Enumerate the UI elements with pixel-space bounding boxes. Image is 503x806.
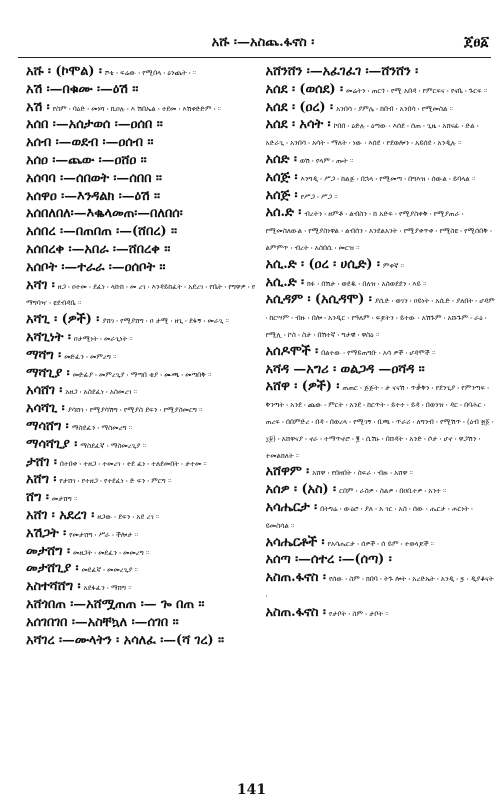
headword: መታሸግ ፡: [26, 543, 71, 559]
headword: አሳሸገ ፡: [26, 383, 63, 399]
headword: አሸጎበጠ ፡—አሸሟጠጠ ፡— ጐ በጠ ።: [26, 596, 205, 612]
definition: ወሽ ፡ የላም ፡ ጡት ።: [299, 156, 354, 165]
dictionary-entry: [26, 417, 256, 434]
header-rule: [18, 57, 491, 58]
headword: መታሸጊያ ፡: [26, 561, 79, 577]
dictionary-entry: [26, 524, 256, 541]
definition: ማስደፈኛ ፡ ማስመረጊያ ።: [80, 441, 147, 450]
dictionary-entry: [26, 276, 256, 310]
headword: አሰበለበለ፡—እቈላመጠ፡—በለበሰ፡: [26, 206, 183, 222]
running-head-title: አሹ ፡—አስጨ.ፋኖስ ፡: [211, 34, 315, 50]
headword: አሳሻጊ ፡: [26, 401, 65, 417]
headword: አሰደ ፡ (ዐረ) ፡: [265, 99, 334, 115]
definition: ያሸገ ፡ የሚያሸግ ፡ ዐ ታሚ ፡ ዘጊ ፡ ደፋኝ ፡ መራጊ ።: [102, 317, 229, 326]
running-header: [22, 30, 489, 54]
headword: ታሸገ ፡: [26, 454, 57, 470]
dictionary-entry: [26, 542, 256, 559]
definition: እንግዲ ፡ ሥጋ ፡ ከልጅ ፡ በኋላ ፡ የሚመጣ ፡ በግእዝ ፡ ሰውል ፡ ይባላል ።: [300, 174, 476, 183]
definition: አደፋፈን ፡ ማሸግ ።: [83, 584, 132, 593]
headword: አሻገ ፡: [26, 277, 55, 293]
page-code: ጀፀ፩: [463, 34, 489, 50]
definition: መሬትን ፡ ጠርጎ ፡ የሚ አበዳ ፡ የምርፍና ፡ የናቤ ፡ ጉርፍ ።: [346, 86, 488, 95]
headword: አሽ ፡—በቁሙ ፡—ዕሽ ።: [26, 81, 139, 97]
dictionary-entry: [266, 273, 496, 290]
dictionary-entry: [266, 150, 496, 167]
headword: አስተሻሸግ ፡: [26, 579, 81, 595]
headword: አሰደ ፡ አሳት ፡: [265, 117, 331, 133]
headword: አሰዋዐ ፡—እንዳልክ ፡—ዕሽ ።: [26, 188, 160, 204]
dictionary-entry: [266, 342, 496, 359]
dictionary-entry: [266, 203, 496, 253]
headword: ማሻግ ፡: [26, 347, 62, 363]
dictionary-entry: [266, 80, 496, 97]
headword: አሰገበገበ ፡—አስቸኳለ ፡—ሰገበ ።: [26, 614, 179, 630]
page-number: 141: [236, 782, 267, 798]
headword: አሰቦት ፡—ተራራ ፡—ዐሰቦት ።: [26, 259, 166, 275]
headword: አሰጅ ፡: [265, 187, 298, 203]
dictionary-entry: [26, 346, 256, 363]
definition: የስም ፡ ባዕድ ፡ መነሻ ፡ ኪዐሉ ፡ እ ሽበኤል ፡ ተደመ ፡ እሽቀድድም ፡ ።: [52, 104, 221, 113]
dictionary-entry: [26, 204, 256, 221]
headword: አሳሔርቶች ፡: [265, 534, 325, 550]
dictionary-entry: [26, 631, 256, 648]
definition: የአሳሔርታ ፡ ሰዎች ፡ ሰ ይም ፡ ተወላጆች ።: [327, 539, 435, 548]
dictionary-entry: [266, 186, 496, 203]
headword: አሻገረ ፡—ሙላትን ፡ አሳለፈ ፡—(ሻ ገረ) ።: [26, 632, 225, 648]
definition: በልተው ፡ የማይጠግቡ ፡ አሳ ዎች ፡ ሆዳሞች ።: [321, 348, 436, 357]
definition: ማስደፈን ፡ ማስመረግ ።: [71, 423, 133, 432]
headword: አሰጣ ፡—ሰተረ ፡—(ሰጣ) ፡: [265, 552, 392, 568]
definition: አንበሳ ፡ ያምሌ ፡ ከበብ ፡ አንበሳ ፡ የሚመስል ።: [336, 104, 453, 113]
dictionary-entry: [266, 603, 496, 620]
dictionary-entry: [266, 377, 496, 461]
headword: አሰዐ ፡—ጨው ፡—ዐሸዐ ።: [26, 152, 147, 168]
headword: አሻጊነት ፡: [26, 329, 71, 345]
definition: መዘጋት ፡ መደፈን ፡ መመረግ ።: [73, 548, 150, 557]
dictionary-entry: [26, 577, 256, 594]
definition: ምቀኛ ።: [382, 261, 405, 270]
definition: መደፈኛ ፡ መመረጊያ ።: [81, 566, 138, 575]
headword: አሸግ ፡: [26, 472, 57, 488]
definition: የታሸገ ፡ የተዘጋ ፡ የተደፈነ ፡ ድ ፍን ፡ ምርግ ።: [59, 477, 172, 486]
dictionary-entry: [266, 62, 496, 79]
headword: አሽ ፡: [26, 99, 50, 115]
definition: ብረትን ፡ ዘምቶ ፡ ልብስን ፡ ከ አድፍ ፡ የሚያስቀቅ ፡ የሚያጠራ ፡ የሚመስለውል ፡ የሚያስነዋል ፡ ልብሰን ፡ አንደልአንት ፡ የሚያቀጥቀ ፡ የሚስዩ ፡ የሚሰበቅ ፡ ልምምጥ ፡ ብረት ፡ አስበሲ ፡ መርዝ ።: [265, 210, 492, 252]
headword: አሰባባ ፡—ሰበወት ፡—ሰበበ ።: [26, 170, 162, 186]
dictionary-entry: [26, 435, 256, 452]
definition: የመታሸግ ፡ ሥራ ፡ ችሎታ ።: [69, 530, 138, 539]
dictionary-entry: [266, 533, 496, 550]
definition: የታቦት ፡ ስም ፡ ታቦት ።: [328, 609, 389, 618]
dictionary-entry: [26, 488, 256, 505]
headword: አሸዋም ፡: [265, 464, 310, 480]
headword: አሽጋት ፡: [26, 525, 67, 541]
headword: አሻዳ —አግሪ ፡ ወልጋዳ —ዐሻዳ ።: [265, 361, 425, 377]
headword: አሸንሸን ፡—አፈገፈገ ፡—ሸንሸን ፡: [265, 64, 419, 79]
dictionary-entry: [26, 506, 256, 523]
dictionary-entry: [266, 168, 496, 185]
dictionary-entry: [266, 115, 496, 149]
dictionary-entry: [26, 62, 256, 79]
dictionary-columns: [26, 62, 495, 770]
dictionary-entry: [266, 360, 496, 377]
headword: አሰበረቀ ፡—አበራ ፡—ሸበረቀ ።: [26, 241, 171, 257]
dictionary-entry: [26, 222, 256, 239]
dictionary-entry: [26, 187, 256, 204]
definition: ክፉ ፡ በሽታ ፡ ወደዱ ፡ በለዝ ፡ አስወደደን ፡ እይ ።: [307, 279, 427, 288]
dictionary-entry: [26, 364, 256, 381]
headword: ሸግ ፡: [26, 490, 49, 506]
headword: አሸዋ ፡ (ዎች) ፡: [265, 379, 340, 395]
headword: አሸገ ፡ አደረገ ፡: [26, 507, 95, 523]
dictionary-entry: [26, 453, 256, 470]
definition: አዘጋ ፡ አስደፈነ ፡ አስመረገ ።: [65, 388, 137, 397]
headword: አሰዎ ፡ (አስ) ፡: [265, 482, 337, 498]
definition: ጠጠር ፡ ጅጅት ፡ ታ ናናሽ ፡ ጥቃቅን ፡ የደንጊያ ፡ የምንጣፍ ፡ ቅንጣት ፡ አንደ ፡ ጨው ፡ ምርት ፡ አንደ ፡ ከርጥት ፡ ይተተ ፡ ይዳ ፡ በወንዝ ፡ ዳር ፡ በባሕር ፡ ጠረፍ ፡ በበምድረ ፡ በዳ ፡ በወረላ ፡ የሚገኝ ፡ ቢጫ ፡ ጥራሪ ፡ ለግንብ ፡ የሚሽጥ ፡ (ዕብ ፳፩ ፡ ፲፱) ፡ አሸዋናያ ፡ ኖራ ፡ ተማጥኖሮ ፡ ፪ ፡ ሲሽኑ ፡ በሸዳት ፡ አንድ ፡ ሶታ ፡ ሆኖ ፡ ዋጋሽን ፡ ተመልክለት ።: [265, 384, 494, 460]
definition: ኮበበ ፡ ዕድሉ ፡ ዕጣው ፡ እሰደ ፡ ሰጠ ፡ ጊዜ ፡ አሸናፊ ፡ ድል ፡ አድራጊ ፡ አንበሳ ፡ አሳት ፡ ማለት ፡ ነው ፡ እሰደ ፡ የደወሎን ፡ አይሰደ ፡ አንዲሉ ።: [265, 122, 479, 148]
definition: ዘጋው ፡ ደፍን ፡ አደ ረገ ።: [97, 512, 160, 521]
dictionary-entry: [266, 498, 496, 532]
headword: አሲ.ድ ፡: [265, 274, 305, 290]
headword: አሲዳም ፡ (አሲዳሞ) ፡: [265, 292, 372, 308]
dictionary-entry: [266, 290, 496, 340]
headword: ማሳሸግ ፡: [26, 418, 69, 434]
headword: አሰበ ፡—አሰታወሰ ፡—ዐሰበ ።: [26, 117, 163, 133]
left-column: [26, 62, 256, 770]
headword: አሳሔርታ ፡: [265, 499, 318, 515]
right-column: [266, 62, 496, 770]
definition: ርበም ፡ ራስዎ ፡ ስልዎ ፡ በዐቢተዎ ፡ አንተ ።: [339, 487, 447, 496]
headword: አሰጅ ፡: [265, 169, 298, 185]
headword: አሰ.ድ ፡: [265, 205, 302, 221]
definition: መድፈን ፡ መምረግ ።: [64, 352, 117, 361]
dictionary-entry: [266, 98, 496, 115]
dictionary-entry: [26, 559, 256, 576]
definition: መታሸግ ።: [51, 495, 78, 504]
definition: ያሳሸገ ፡ የሚያሳሽግ ፡ የሚያስ ደፍን ፡ የሚያስመርግ ።: [67, 406, 203, 415]
headword: አሰደ ፡ (ወሰደ) ፡: [265, 81, 344, 97]
headword: አሰዶሞች ፡: [265, 343, 319, 359]
headword: አስጠ.ፋኖስ ፡: [265, 604, 326, 620]
headword: አሰድ ፡: [265, 151, 297, 167]
headword: ማሻጊያ ፡: [26, 365, 70, 381]
dictionary-entry: [26, 258, 256, 275]
dictionary-entry: [26, 115, 256, 132]
definition: ዘጋ ፡ ዐተመ ፡ ደፈነ ፡ ላኩከ ፡ መ ረገ ፡ እንዳይከፈት ፡ አደረገ ፡ የቤት ፡ የግዋዎ ፡ የ ማግባዣ ፡ ዩደብዳቤ ።: [26, 282, 256, 308]
headword: አሻጊ ፡ (ዎች) ፡: [26, 312, 100, 328]
definition: ሾቴ ፡ ፍሬው ፡ የሚበላ ፡ ዕንጨት ፡ ።: [104, 69, 197, 77]
dictionary-entry: [266, 480, 496, 497]
definition: ዐታሚነት ፡ መራጊነት ።: [73, 334, 133, 343]
dictionary-entry: [26, 133, 256, 150]
dictionary-entry: [26, 310, 256, 327]
headword: ማሳሻጊያ ፡: [26, 436, 78, 452]
definition: በትግሬ ፡ ውዕሮ ፡ ያለ ፡ አ ገር ፡ አስ ፡ ሰው ፡ ሔርታ ፡ ሐርነት ፡ ይመስሳል ።: [265, 504, 473, 530]
dictionary-entry: [26, 151, 256, 168]
dictionary-entry: [26, 240, 256, 257]
definition: የሰው ፡ ስም ፡ ክበባ ፡ ትጉ ሎት ፡ አረድኤት ፡ አንዲ ፡ ፯ ፡ ዲያቆናት ፡: [265, 575, 494, 600]
dictionary-entry: [26, 80, 256, 97]
dictionary-entry: [266, 550, 496, 567]
headword: አሹ ፡ (ኮሞል) ፡: [26, 64, 102, 79]
dictionary-entry: [26, 595, 256, 612]
dictionary-entry: [26, 613, 256, 630]
definition: አሸዋ ፡ የበዛበት ፡ ስፍራ ፡ ብዙ ፡ አሸዋ ።: [312, 469, 413, 478]
headword: አሰብ ፡—ወደብ ፡—ዐሰብ ።: [26, 135, 154, 151]
dictionary-entry: [266, 462, 496, 479]
dictionary-entry: [266, 568, 496, 602]
headword: አሰበረ ፡—በጠበጠ ፡—(ሸበረ) ።: [26, 224, 177, 240]
dictionary-entry: [26, 381, 256, 398]
dictionary-entry: [26, 169, 256, 186]
definition: የሥጋ ፡ ሥጋ ።: [300, 192, 338, 201]
dictionary-entry: [26, 328, 256, 345]
definition: ያሲድ ፡ ወገን ፡ ዐይነት ፡ አሲድ ፡ ያለበት ፡ ሆዳም ፡ ከርሣም ፡ ብዙ ፡ በሎ ፡ አንዲር ፡ የዓለም ፡ ፍጆትን ፡ ይተው ፡ አሽጉም ፡ አሹጉም ፡ ራዕ ፡ የሚሊ ፡ ኮስ ፡ ስታ ፡ በሽተኛ ፡ ግታዊ ፡ ዋስዕ ።: [265, 297, 495, 339]
headword: አሲ.ድ ፡ (ዐረ ፡ ሀሲድ) ፡: [265, 256, 380, 272]
dictionary-entry: [266, 255, 496, 272]
dictionary-entry: [26, 98, 256, 115]
headword: አስጠ.ፋኖስ ፡: [265, 570, 326, 586]
definition: መድፊያ ፡ መምረጊያ ፡ ማጣበ ቂያ ፡ ሙጫ ፡ መጣበቅ ።: [72, 370, 212, 379]
dictionary-entry: [26, 399, 256, 416]
dictionary-entry: [26, 470, 256, 487]
definition: በተበቀ ፡ ተዘጋ ፡ ተመረገ ፡ ተደ ፈነ ፡ ተለደመበት ፡ ታተመ ።: [59, 459, 207, 468]
